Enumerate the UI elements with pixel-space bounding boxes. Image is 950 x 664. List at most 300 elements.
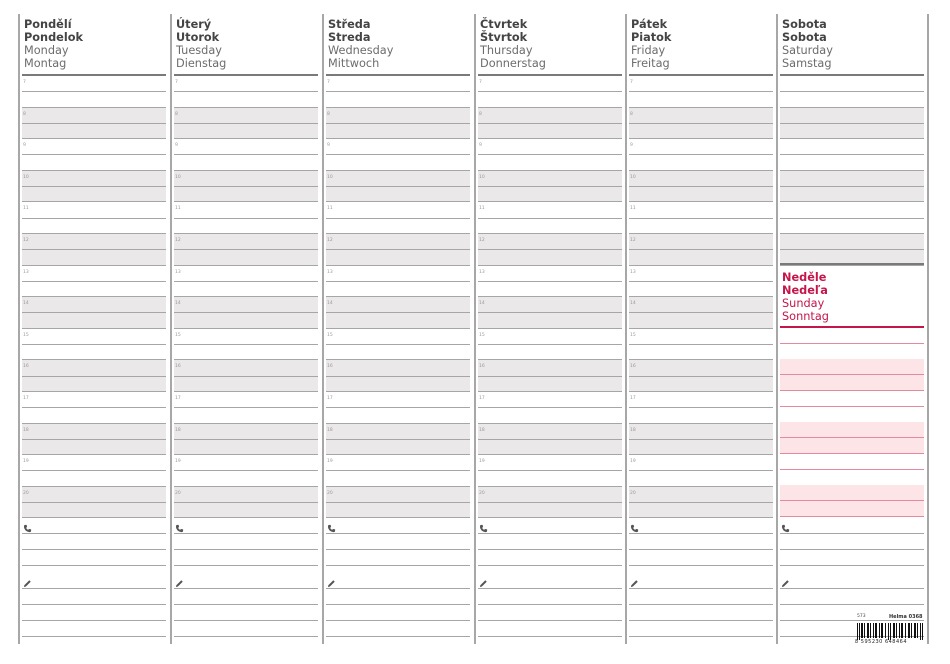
hour-label: 8 [23, 111, 26, 117]
slot-line [478, 123, 622, 124]
slot-line [174, 470, 318, 471]
time-slot[interactable] [476, 297, 624, 329]
slot-line [174, 407, 318, 408]
slot-line [629, 344, 773, 345]
hour-label: 9 [630, 143, 633, 149]
time-slot[interactable] [172, 76, 320, 108]
time-slot[interactable] [627, 360, 775, 392]
hour-label: 10 [327, 174, 333, 180]
day-name: Saturday [782, 44, 833, 57]
slot-line [629, 91, 773, 92]
hour-label: 16 [327, 364, 333, 370]
time-slot[interactable] [324, 139, 472, 171]
hour-label: 20 [23, 490, 29, 496]
time-slot[interactable] [20, 266, 168, 298]
time-slot[interactable] [172, 202, 320, 234]
hour-label: 10 [175, 174, 181, 180]
phone-line[interactable] [326, 565, 470, 566]
hour-label: 18 [327, 427, 333, 433]
notes-line[interactable] [326, 588, 470, 589]
hour-label: 7 [479, 80, 482, 85]
time-slot[interactable] [627, 424, 775, 456]
time-slot[interactable] [324, 108, 472, 140]
notes-line[interactable] [326, 620, 470, 621]
hour-label: 15 [23, 332, 29, 338]
slot-line [174, 502, 318, 503]
day-column [778, 0, 928, 664]
hour-label: 17 [630, 396, 636, 401]
slot-line [22, 91, 166, 92]
notes-line[interactable] [22, 588, 166, 589]
slot-line [780, 186, 924, 187]
time-slot[interactable] [324, 266, 472, 298]
time-slot[interactable] [172, 392, 320, 424]
hour-label: 20 [175, 490, 181, 496]
time-slot[interactable] [20, 329, 168, 361]
notes-line[interactable] [326, 636, 470, 637]
time-slot[interactable] [476, 266, 624, 298]
hour-label: 12 [630, 238, 636, 243]
pencil-icon [327, 573, 336, 582]
slot-line [629, 281, 773, 282]
day-name: Pondělí [24, 18, 72, 31]
slot-line [174, 312, 318, 313]
hour-label: 13 [479, 269, 485, 275]
sunday-slot-line [780, 500, 924, 501]
hour-label: 15 [630, 332, 636, 338]
slot-line [629, 186, 773, 187]
slot-line [326, 376, 470, 377]
sunday-slot-line [780, 437, 924, 438]
time-slot[interactable] [627, 266, 775, 298]
time-slot[interactable] [627, 487, 775, 519]
sunday-slot-line [780, 343, 924, 344]
hour-label: 17 [175, 396, 181, 401]
slot-line [478, 470, 622, 471]
pencil-icon [630, 573, 639, 582]
time-slot[interactable] [778, 234, 926, 266]
hour-label: 7 [630, 80, 633, 85]
time-slot[interactable] [476, 76, 624, 108]
slot-line [629, 439, 773, 440]
sunday-slot[interactable] [778, 454, 926, 486]
day-name: Tuesday [176, 44, 222, 57]
sunday-name: Sonntag [782, 310, 829, 323]
day-name: Friday [631, 44, 666, 57]
slot-line [22, 249, 166, 250]
time-slot[interactable] [172, 266, 320, 298]
slot-line [326, 249, 470, 250]
time-slot[interactable] [627, 76, 775, 108]
slot-line [326, 123, 470, 124]
notes-line[interactable] [629, 636, 773, 637]
time-slot[interactable] [476, 202, 624, 234]
slot-line [478, 218, 622, 219]
notes-line[interactable] [22, 620, 166, 621]
slot-line [780, 91, 924, 92]
hour-label: 18 [479, 427, 485, 433]
time-slot[interactable] [20, 297, 168, 329]
phone-line[interactable] [629, 533, 773, 534]
hour-label: 8 [175, 111, 178, 117]
time-slot[interactable] [20, 487, 168, 519]
sunday-name: Nedeľa [782, 284, 828, 297]
time-slot[interactable] [476, 360, 624, 392]
hour-label: 19 [630, 459, 636, 465]
slot-line [22, 344, 166, 345]
phone-line[interactable] [780, 549, 924, 550]
time-slot[interactable] [476, 329, 624, 361]
hour-label: 14 [175, 301, 181, 307]
day-name: Dienstag [176, 57, 227, 70]
hour-label: 9 [479, 143, 482, 149]
day-name: Utorok [176, 31, 220, 44]
time-slot[interactable] [20, 171, 168, 203]
slot-line [22, 470, 166, 471]
slot-line [478, 502, 622, 503]
time-slot[interactable] [20, 76, 168, 108]
notes-line[interactable] [629, 620, 773, 621]
hour-label: 11 [630, 206, 636, 212]
notes-line[interactable] [326, 604, 470, 605]
phone-line[interactable] [174, 565, 318, 566]
time-slot[interactable] [20, 392, 168, 424]
slot-line [478, 376, 622, 377]
slot-line [326, 502, 470, 503]
phone-icon [781, 518, 790, 527]
phone-line[interactable] [478, 533, 622, 534]
time-slot[interactable] [20, 424, 168, 456]
slot-line [326, 470, 470, 471]
slot-line [780, 123, 924, 124]
slot-line [478, 439, 622, 440]
time-slot[interactable] [627, 329, 775, 361]
day-name: Streda [328, 31, 371, 44]
slot-line [22, 439, 166, 440]
time-slot[interactable] [778, 76, 926, 108]
pencil-icon [175, 573, 184, 582]
brand-logo: Helma 0368 [889, 614, 923, 620]
notes-line[interactable] [478, 636, 622, 637]
notes-line[interactable] [174, 588, 318, 589]
hour-label: 19 [23, 459, 29, 465]
hour-label: 7 [175, 80, 178, 85]
hour-label: 10 [630, 174, 636, 180]
day-name: Čtvrtek [480, 18, 528, 31]
slot-line [174, 281, 318, 282]
sunday-slot[interactable] [778, 328, 926, 360]
time-slot[interactable] [778, 139, 926, 171]
phone-icon [23, 518, 32, 527]
day-name: Montag [24, 57, 67, 70]
slot-line [629, 312, 773, 313]
time-slot[interactable] [627, 202, 775, 234]
slot-line [478, 249, 622, 250]
time-slot[interactable] [627, 139, 775, 171]
sunday-slot-line [780, 469, 924, 470]
slot-line [478, 91, 622, 92]
notes-line[interactable] [22, 604, 166, 605]
slot-line [780, 265, 924, 266]
time-slot[interactable] [324, 424, 472, 456]
hour-label: 13 [327, 269, 333, 275]
slot-line [478, 186, 622, 187]
hour-label: 15 [327, 332, 333, 338]
day-header [328, 18, 468, 70]
time-slot[interactable] [172, 297, 320, 329]
time-slot[interactable] [476, 171, 624, 203]
hour-label: 10 [479, 174, 485, 180]
time-slot[interactable] [20, 360, 168, 392]
time-slot[interactable] [324, 202, 472, 234]
slot-line [174, 376, 318, 377]
day-name: Mittwoch [328, 57, 380, 70]
slot-line [629, 517, 773, 518]
day-name: Sobota [782, 31, 827, 44]
phone-line[interactable] [780, 533, 924, 534]
sunday-name: Sunday [782, 297, 825, 310]
barcode-image [855, 623, 925, 640]
hour-label: 11 [327, 206, 333, 212]
notes-line[interactable] [478, 604, 622, 605]
slot-line [22, 154, 166, 155]
notes-line[interactable] [174, 604, 318, 605]
time-slot[interactable] [172, 108, 320, 140]
hour-label: 9 [23, 143, 26, 149]
notes-line[interactable] [780, 604, 924, 605]
time-slot[interactable] [476, 392, 624, 424]
time-slot[interactable] [172, 424, 320, 456]
sunday-name: Neděle [782, 271, 827, 284]
time-slot[interactable] [324, 360, 472, 392]
slot-line [326, 407, 470, 408]
time-slot[interactable] [627, 108, 775, 140]
notes-line[interactable] [174, 636, 318, 637]
hour-label: 20 [630, 490, 636, 496]
notes-line[interactable] [629, 588, 773, 589]
slot-line [22, 186, 166, 187]
product-code: 573 [857, 614, 866, 619]
time-slot[interactable] [324, 297, 472, 329]
phone-line[interactable] [174, 533, 318, 534]
day-column [627, 0, 777, 664]
phone-line[interactable] [22, 549, 166, 550]
slot-line [22, 376, 166, 377]
phone-icon [479, 518, 488, 527]
phone-line[interactable] [326, 533, 470, 534]
time-slot[interactable] [627, 297, 775, 329]
hour-label: 16 [175, 364, 181, 370]
notes-line[interactable] [22, 636, 166, 637]
day-header [782, 18, 922, 70]
time-slot[interactable] [324, 329, 472, 361]
slot-line [478, 154, 622, 155]
time-slot[interactable] [172, 171, 320, 203]
slot-line [22, 517, 166, 518]
time-slot[interactable] [476, 234, 624, 266]
notes-line[interactable] [629, 604, 773, 605]
slot-line [22, 281, 166, 282]
hour-label: 18 [175, 427, 181, 433]
time-slot[interactable] [324, 455, 472, 487]
hour-label: 19 [479, 459, 485, 465]
time-slot[interactable] [476, 139, 624, 171]
time-slot[interactable] [172, 139, 320, 171]
hour-label: 7 [23, 80, 26, 85]
pencil-icon [479, 573, 488, 582]
notes-line[interactable] [478, 588, 622, 589]
time-slot[interactable] [20, 202, 168, 234]
time-slot[interactable] [476, 455, 624, 487]
hour-label: 14 [479, 301, 485, 307]
sunday-slot[interactable] [778, 359, 926, 391]
slot-line [326, 344, 470, 345]
hour-label: 11 [479, 206, 485, 212]
time-slot[interactable] [627, 234, 775, 266]
slot-line [174, 249, 318, 250]
hour-label: 19 [175, 459, 181, 465]
phone-icon [327, 518, 336, 527]
hour-label: 15 [479, 332, 485, 338]
slot-line [629, 502, 773, 503]
slot-line [326, 312, 470, 313]
hour-label: 18 [23, 427, 29, 433]
slot-line [478, 344, 622, 345]
slot-line [174, 186, 318, 187]
hour-label: 12 [175, 238, 181, 243]
slot-line [629, 407, 773, 408]
sunday-slot-line [780, 406, 924, 407]
time-slot[interactable] [172, 487, 320, 519]
slot-line [629, 376, 773, 377]
day-name: Štvrtok [480, 31, 528, 44]
time-slot[interactable] [627, 171, 775, 203]
day-column [172, 0, 322, 664]
barcode-digits: 8 595230 648464 [855, 639, 908, 645]
hour-label: 16 [479, 364, 485, 370]
slot-line [174, 91, 318, 92]
slot-line [478, 407, 622, 408]
day-name: Freitag [631, 57, 670, 70]
slot-line [326, 186, 470, 187]
time-slot[interactable] [172, 455, 320, 487]
day-name: Wednesday [328, 44, 394, 57]
hour-label: 12 [327, 238, 333, 243]
hour-label: 13 [175, 269, 181, 275]
time-slot[interactable] [324, 171, 472, 203]
time-slot[interactable] [324, 76, 472, 108]
hour-label: 18 [630, 427, 636, 433]
notes-line[interactable] [478, 620, 622, 621]
phone-line[interactable] [629, 549, 773, 550]
day-name: Úterý [176, 18, 212, 31]
slot-line [174, 344, 318, 345]
phone-line[interactable] [22, 565, 166, 566]
phone-line[interactable] [478, 565, 622, 566]
time-slot[interactable] [324, 392, 472, 424]
day-header [176, 18, 316, 70]
time-slot[interactable] [778, 108, 926, 140]
phone-line[interactable] [629, 565, 773, 566]
hour-label: 12 [23, 238, 29, 243]
hour-label: 15 [175, 332, 181, 338]
time-slot[interactable] [172, 234, 320, 266]
sunday-slot[interactable] [778, 485, 926, 517]
time-slot[interactable] [324, 234, 472, 266]
phone-line[interactable] [780, 565, 924, 566]
day-column [324, 0, 474, 664]
time-slot[interactable] [20, 234, 168, 266]
slot-line [478, 517, 622, 518]
slot-line [174, 517, 318, 518]
hour-label: 7 [327, 80, 330, 85]
sunday-header [782, 271, 922, 323]
day-name: Sobota [782, 18, 827, 31]
slot-line [478, 312, 622, 313]
phone-line[interactable] [478, 549, 622, 550]
time-slot[interactable] [20, 455, 168, 487]
day-name: Donnerstag [480, 57, 546, 70]
phone-line[interactable] [22, 533, 166, 534]
time-slot[interactable] [476, 108, 624, 140]
slot-line [780, 154, 924, 155]
day-header [480, 18, 620, 70]
hour-label: 19 [327, 459, 333, 465]
phone-line[interactable] [174, 549, 318, 550]
phone-line[interactable] [326, 549, 470, 550]
slot-line [174, 154, 318, 155]
hour-label: 11 [23, 206, 29, 212]
hour-label: 17 [327, 396, 333, 401]
notes-line[interactable] [780, 588, 924, 589]
notes-line[interactable] [174, 620, 318, 621]
day-header [24, 18, 164, 70]
hour-label: 11 [175, 206, 181, 212]
time-slot[interactable] [20, 139, 168, 171]
hour-label: 17 [479, 396, 485, 401]
time-slot[interactable] [778, 171, 926, 203]
time-slot[interactable] [172, 329, 320, 361]
pencil-icon [781, 573, 790, 582]
sunday-slot-line [780, 516, 924, 517]
sunday-slot[interactable] [778, 422, 926, 454]
hour-label: 8 [630, 111, 633, 117]
hour-label: 16 [23, 364, 29, 370]
time-slot[interactable] [627, 455, 775, 487]
slot-line [174, 439, 318, 440]
slot-line [478, 281, 622, 282]
sunday-slot[interactable] [778, 391, 926, 423]
hour-label: 8 [479, 111, 482, 117]
slot-line [629, 123, 773, 124]
day-name: Piatok [631, 31, 672, 44]
hour-label: 17 [23, 396, 29, 401]
day-name: Pondelok [24, 31, 83, 44]
time-slot[interactable] [476, 487, 624, 519]
slot-line [780, 249, 924, 250]
slot-line [22, 502, 166, 503]
hour-label: 12 [479, 238, 485, 243]
time-slot[interactable] [172, 360, 320, 392]
time-slot[interactable] [778, 202, 926, 234]
slot-line [326, 517, 470, 518]
slot-line [629, 154, 773, 155]
time-slot[interactable] [476, 424, 624, 456]
hour-label: 13 [630, 269, 636, 275]
time-slot[interactable] [20, 108, 168, 140]
time-slot[interactable] [627, 392, 775, 424]
time-slot[interactable] [324, 487, 472, 519]
